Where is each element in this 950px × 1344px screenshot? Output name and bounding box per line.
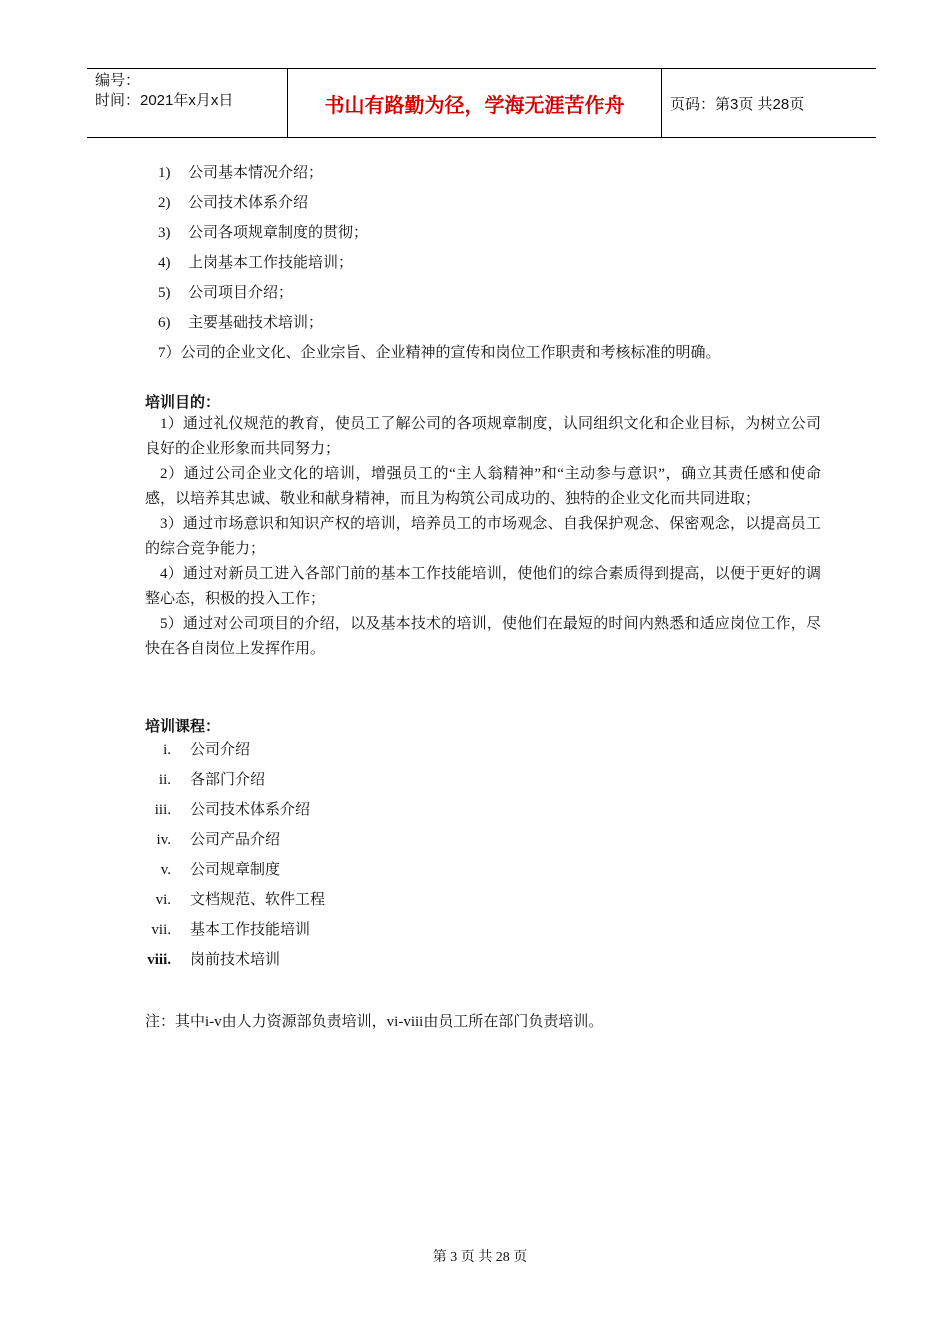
courses-title: 培训课程： bbox=[145, 718, 221, 735]
time-label: 时间：2021年x月x日 bbox=[95, 92, 234, 109]
list-item: viii. 岗前技术培训 bbox=[147, 952, 281, 968]
list-item: ii. 各部门介绍 bbox=[158, 772, 266, 788]
goals-title: 培训目的： bbox=[145, 394, 221, 411]
goals-body bbox=[145, 412, 821, 662]
goal-paragraph: 4）通过对新员工进入各部门前的基本工作技能培训，使他们的综合素质得到提高，以便于更好的调整心态，积极的投入工作； bbox=[145, 566, 821, 607]
list-item: v. 公司规章制度 bbox=[160, 862, 281, 878]
header-page-info: 页码：第3页 共28页 bbox=[670, 95, 805, 113]
list-item: vii. 基本工作技能培训 bbox=[151, 922, 311, 938]
list-item: 6) 主要基础技术培训； bbox=[158, 315, 324, 331]
list-item: 2) 公司技术体系介绍 bbox=[158, 195, 309, 211]
list-item: 3) 公司各项规章制度的贯彻； bbox=[158, 225, 369, 241]
list-item: 5) 公司项目介绍； bbox=[158, 285, 294, 301]
header-meta bbox=[95, 71, 285, 111]
page-footer: 第 3 页 共 28 页 bbox=[432, 1250, 528, 1265]
list-item: iii. 公司技术体系介绍 bbox=[154, 802, 311, 818]
goal-paragraph: 1）通过礼仪规范的教育，使员工了解公司的各项规章制度，认同组织文化和企业目标，为树立公司良好的企业形象而共同努力； bbox=[145, 416, 821, 457]
goal-paragraph: 5）通过对公司项目的介绍，以及基本技术的培训，使他们在最短的时间内熟悉和适应岗位工作，尽快在各自岗位上发挥作用。 bbox=[145, 616, 821, 657]
courses-list bbox=[137, 735, 325, 975]
list-item: iv. 公司产品介绍 bbox=[156, 832, 281, 848]
list-item: 7）公司的企业文化、企业宗旨、企业精神的宣传和岗位工作职责和考核标准的明确。 bbox=[158, 345, 721, 361]
number-label: 编号： bbox=[95, 72, 141, 89]
intro-list bbox=[158, 158, 721, 368]
list-item: vi. 文档规范、软件工程 bbox=[155, 892, 326, 908]
header-slogan: 书山有路勤为径，学海无涯苦作舟 bbox=[287, 69, 662, 137]
list-item: 1) 公司基本情况介绍； bbox=[158, 165, 324, 181]
goal-paragraph: 2）通过公司企业文化的培训，增强员工的“主人翁精神”和“主动参与意识”，确立其责任感和使命感，以培养其忠诚、敬业和献身精神，而且为构筑公司成功的、独特的企业文化而共同进取； bbox=[145, 466, 821, 507]
list-item: i. 公司介绍 bbox=[163, 742, 251, 758]
goal-paragraph: 3）通过市场意识和知识产权的培训，培养员工的市场观念、自我保护观念、保密观念，以提高员工的综合竞争能力； bbox=[145, 516, 821, 557]
page-header bbox=[87, 68, 876, 138]
note-text: 注：其中i-v由人力资源部负责培训，vi-viii由员工所在部门负责培训。 bbox=[145, 1014, 604, 1030]
list-item: 4) 上岗基本工作技能培训； bbox=[158, 255, 354, 271]
